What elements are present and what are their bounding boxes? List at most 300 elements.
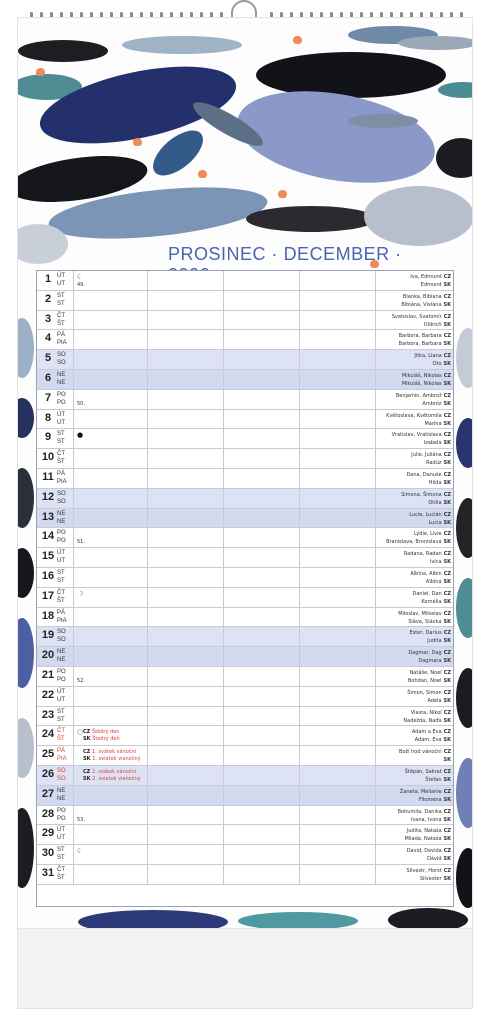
cell-divider — [73, 608, 74, 628]
cell-divider — [299, 647, 300, 667]
day-row[interactable] — [37, 370, 453, 390]
name-days: Dana, Danuše CZ Hilda SK — [406, 472, 451, 486]
cell-divider — [375, 271, 376, 291]
whale-icon — [18, 718, 34, 778]
day-number: 23 — [41, 708, 55, 721]
day-row[interactable] — [37, 429, 453, 449]
cell-divider — [147, 766, 148, 786]
weekday-name: ČT ŠT — [57, 589, 65, 604]
day-row[interactable] — [37, 627, 453, 647]
cell-divider — [299, 865, 300, 885]
cell-divider — [299, 726, 300, 746]
cell-divider — [147, 330, 148, 350]
weekday-name: ČT ŠT — [57, 451, 65, 466]
cell-divider — [299, 528, 300, 548]
cell-divider — [223, 350, 224, 370]
day-row[interactable] — [37, 548, 453, 568]
cell-divider — [299, 390, 300, 410]
narwhal-icon — [246, 206, 376, 232]
cell-divider — [223, 489, 224, 509]
day-number: 25 — [41, 748, 55, 761]
cell-divider — [73, 489, 74, 509]
cell-divider — [375, 429, 376, 449]
cell-divider — [299, 271, 300, 291]
day-number: 22 — [41, 688, 55, 701]
day-row[interactable] — [37, 786, 453, 806]
cell-divider — [223, 687, 224, 707]
name-days: Judita, Nataša CZ Milada, Nataša SK — [404, 828, 451, 843]
weekday-name: PÁ PIA — [57, 332, 67, 347]
day-number: 5 — [44, 352, 52, 365]
day-number: 1 — [44, 273, 52, 285]
cell-divider — [299, 786, 300, 806]
name-days: Radana, Radan CZ Ivica SK — [403, 551, 451, 566]
day-row[interactable] — [37, 291, 453, 311]
cell-divider — [73, 647, 74, 667]
cell-divider — [375, 726, 376, 746]
weekday-name: SO SO — [57, 352, 66, 367]
name-days: Barbora, Barbara CZ Barbora, Barbara SK — [398, 333, 451, 348]
cell-divider — [73, 469, 74, 489]
cell-divider — [223, 865, 224, 885]
cell-divider — [147, 528, 148, 548]
whale-icon — [78, 910, 228, 928]
cell-divider — [375, 667, 376, 687]
cell-divider — [147, 746, 148, 766]
name-days: Ester, Darius CZ Judita SK — [409, 630, 451, 645]
cell-divider — [375, 845, 376, 865]
cell-divider — [147, 449, 148, 469]
holiday-name: SK Štedrý deň — [83, 736, 120, 743]
moon-phase-icon: ○ — [77, 728, 84, 737]
whale-icon — [398, 36, 472, 50]
name-days: Iva, Edmund CZ Edmund SK — [410, 274, 451, 288]
name-days: Mikuláš, Nikolas CZ Mikuláš, Nikolas SK — [401, 373, 451, 387]
cell-divider — [223, 370, 224, 390]
orca-icon — [436, 138, 472, 178]
name-days: Květoslava, Květomila CZ Marína SK — [386, 412, 451, 427]
day-number: 7 — [44, 391, 52, 404]
day-number: 6 — [44, 372, 52, 384]
cell-divider — [299, 667, 300, 687]
cell-divider — [147, 608, 148, 628]
cell-divider — [299, 509, 300, 529]
day-row[interactable] — [37, 647, 453, 667]
name-days: Lýdie, Livie CZ Branislava, Bronislava SK — [386, 531, 451, 546]
cell-divider — [147, 806, 148, 826]
cell-divider — [73, 707, 74, 727]
cell-divider — [73, 766, 74, 786]
day-number: 31 — [41, 867, 55, 879]
cell-divider — [299, 806, 300, 826]
cell-divider — [375, 627, 376, 647]
weekday-name: ST ST — [57, 570, 65, 584]
cell-divider — [73, 726, 74, 746]
weekday-name: ČT ŠT — [57, 728, 65, 743]
weekday-name: ST ST — [57, 708, 65, 723]
name-days: Štěpán, Sakrat CZ Štefan SK — [404, 769, 451, 783]
day-row[interactable] — [37, 528, 453, 548]
cell-divider — [375, 370, 376, 390]
day-number: 30 — [41, 847, 55, 860]
cell-divider — [223, 410, 224, 430]
day-row[interactable] — [37, 707, 453, 727]
cell-divider — [223, 311, 224, 331]
day-number: 3 — [44, 312, 52, 325]
cell-divider — [375, 469, 376, 489]
cell-divider — [299, 568, 300, 588]
cell-divider — [147, 667, 148, 687]
cell-divider — [299, 429, 300, 449]
cell-divider — [299, 845, 300, 865]
cell-divider — [147, 509, 148, 529]
day-number: 11 — [42, 471, 54, 483]
day-row[interactable] — [37, 469, 453, 489]
cell-divider — [223, 568, 224, 588]
title-separator: · — [395, 244, 402, 264]
weekday-name: ÚT UT — [57, 550, 65, 565]
name-days: Miloslav, Miloslav CZ Sláva, Slávka SK — [398, 610, 451, 625]
name-days: Benjamín, Ambrož CZ Ambróz SK — [395, 392, 451, 407]
name-days: Blanka, Bibiana CZ Bibiána, Viviána SK — [401, 293, 451, 308]
week-number: 53. — [77, 816, 85, 823]
cell-divider — [375, 825, 376, 845]
cell-divider — [147, 429, 148, 449]
day-row[interactable] — [37, 489, 453, 509]
weekday-name: ÚT UT — [57, 273, 65, 287]
day-number: 9 — [44, 431, 52, 444]
day-row[interactable] — [37, 746, 453, 766]
weekday-name: PÁ PIA — [57, 748, 67, 763]
day-row[interactable] — [37, 825, 453, 845]
cell-divider — [375, 489, 376, 509]
cell-divider — [73, 429, 74, 449]
cell-divider — [223, 608, 224, 628]
cell-divider — [299, 766, 300, 786]
cell-divider — [147, 410, 148, 430]
day-row[interactable] — [37, 330, 453, 350]
cell-divider — [375, 330, 376, 350]
whale-icon — [456, 758, 472, 828]
cell-divider — [375, 608, 376, 628]
cell-divider — [223, 627, 224, 647]
shell-icon — [36, 68, 45, 76]
month-czech: PROSINEC — [168, 244, 267, 264]
whale-icon — [238, 912, 358, 928]
cell-divider — [375, 311, 376, 331]
cell-divider — [223, 806, 224, 826]
day-number: 20 — [41, 649, 55, 662]
cell-divider — [223, 825, 224, 845]
cell-divider — [223, 429, 224, 449]
cell-divider — [147, 687, 148, 707]
cell-divider — [73, 845, 74, 865]
whale-icon — [438, 82, 472, 98]
weekday-name: ST ST — [57, 847, 65, 862]
whale-icon — [18, 548, 34, 598]
cell-divider — [299, 370, 300, 390]
cell-divider — [147, 786, 148, 806]
cell-divider — [147, 588, 148, 608]
whale-icon — [456, 328, 472, 388]
cell-divider — [147, 568, 148, 588]
cell-divider — [375, 707, 376, 727]
weekday-name: ČT ŠT — [57, 867, 65, 881]
cell-divider — [299, 608, 300, 628]
whale-icon — [18, 224, 68, 264]
day-row[interactable] — [37, 311, 453, 331]
cell-divider — [73, 806, 74, 826]
cell-divider — [147, 291, 148, 311]
cell-divider — [375, 766, 376, 786]
cell-divider — [223, 667, 224, 687]
whale-icon — [122, 36, 242, 54]
day-number: 19 — [41, 629, 55, 642]
name-days: Jitka, Liana CZ Oto SK — [414, 353, 451, 368]
name-days: Julie, Juliána CZ Radúz SK — [411, 452, 451, 467]
name-days: Daniel, Dan CZ Kornélia SK — [412, 590, 451, 605]
cell-divider — [73, 291, 74, 311]
day-number: 16 — [41, 570, 55, 582]
weekday-name: ÚT UT — [57, 827, 65, 842]
day-row[interactable] — [37, 350, 453, 370]
cell-divider — [375, 588, 376, 608]
name-days: Vratislav, Vratislava CZ Izabela SK — [391, 432, 451, 447]
cell-divider — [375, 350, 376, 370]
cell-divider — [223, 548, 224, 568]
cell-divider — [375, 806, 376, 826]
day-row[interactable] — [37, 410, 453, 430]
cell-divider — [147, 707, 148, 727]
cell-divider — [147, 647, 148, 667]
cell-divider — [147, 548, 148, 568]
weekday-name: ST ST — [57, 431, 65, 446]
weekday-name: NE NE — [57, 510, 66, 525]
day-row[interactable] — [37, 845, 453, 865]
week-number: 50. — [77, 400, 85, 407]
day-number: 17 — [41, 589, 55, 602]
cell-divider — [73, 509, 74, 529]
cell-divider — [147, 311, 148, 331]
whale-icon — [18, 468, 34, 528]
cell-divider — [299, 311, 300, 331]
whale-icon — [388, 908, 468, 928]
day-row[interactable] — [37, 271, 453, 291]
cell-divider — [73, 311, 74, 331]
holiday-name: SK 1. sviatok vianočný — [83, 756, 141, 763]
cell-divider — [223, 845, 224, 865]
name-days: Adam a Eva CZ Adam, Eva SK — [411, 729, 451, 744]
name-days: Silvestr, Horst CZ Silvester SK — [406, 868, 451, 882]
cell-divider — [73, 390, 74, 410]
cell-divider — [73, 746, 74, 766]
week-number: 51. — [77, 539, 85, 546]
cell-divider — [223, 509, 224, 529]
weekday-name: PÁ PIA — [57, 609, 67, 624]
cell-divider — [147, 865, 148, 885]
cell-divider — [223, 271, 224, 291]
whale-icon — [256, 52, 446, 98]
name-days: Bohumila, Danika CZ Ivana, Ivona SK — [397, 808, 451, 823]
cell-divider — [299, 489, 300, 509]
cell-divider — [223, 647, 224, 667]
weekday-name: PO PO — [57, 391, 66, 406]
cell-divider — [375, 548, 376, 568]
whale-icon — [456, 848, 472, 908]
cell-divider — [73, 449, 74, 469]
cell-divider — [223, 786, 224, 806]
cell-divider — [223, 469, 224, 489]
cell-divider — [147, 271, 148, 291]
day-number: 4 — [44, 332, 52, 345]
day-number: 27 — [41, 787, 55, 800]
weekday-name: SO SO — [57, 629, 66, 644]
cell-divider — [299, 449, 300, 469]
orca-icon — [18, 40, 108, 62]
moon-phase-icon: ☾ — [77, 273, 84, 281]
cell-divider — [375, 291, 376, 311]
cell-divider — [147, 370, 148, 390]
cell-divider — [299, 350, 300, 370]
day-row[interactable] — [37, 806, 453, 826]
day-number: 10 — [41, 451, 55, 464]
cell-divider — [73, 350, 74, 370]
moon-phase-icon: ☾ — [77, 847, 84, 856]
day-row[interactable] — [37, 865, 453, 885]
day-row[interactable] — [37, 667, 453, 687]
cell-divider — [73, 568, 74, 588]
day-number: 24 — [41, 728, 55, 741]
cell-divider — [375, 647, 376, 667]
day-number: 21 — [41, 669, 55, 681]
cell-divider — [299, 825, 300, 845]
shell-icon — [133, 138, 142, 146]
whale-icon — [456, 498, 472, 558]
day-number: 8 — [44, 411, 52, 424]
name-days: Albína, Albín CZ Albína SK — [410, 571, 451, 585]
week-number: 52. — [77, 678, 85, 684]
cell-divider — [73, 410, 74, 430]
day-row[interactable] — [37, 608, 453, 628]
cell-divider — [73, 786, 74, 806]
name-days: David, Davida CZ Dávid SK — [406, 848, 451, 863]
cell-divider — [299, 687, 300, 707]
cell-divider — [223, 746, 224, 766]
holiday-name: CZ Štědrý den — [83, 729, 120, 736]
whale-icon — [456, 578, 472, 638]
name-days: Žaneta, Mellanie CZ Filomena SK — [399, 788, 451, 803]
shell-icon — [293, 36, 302, 44]
day-row[interactable] — [37, 568, 453, 588]
cell-divider — [73, 548, 74, 568]
weekday-name: PO PO — [57, 807, 66, 822]
month-english: DECEMBER — [283, 244, 390, 264]
weekday-name: ČT ŠT — [57, 312, 65, 327]
name-days: Šimon, Simon CZ Adela SK — [407, 689, 451, 704]
cell-divider — [299, 746, 300, 766]
cell-divider — [223, 330, 224, 350]
holiday-name: CZ 2. svátek vánoční — [83, 769, 137, 775]
weekday-name: NE NE — [57, 649, 66, 664]
day-row[interactable] — [37, 390, 453, 410]
weekday-name: ÚT UT — [57, 688, 65, 703]
cell-divider — [147, 489, 148, 509]
moon-phase-icon: ● — [77, 431, 84, 440]
day-row[interactable] — [37, 687, 453, 707]
cell-divider — [223, 528, 224, 548]
day-row[interactable] — [37, 766, 453, 786]
cell-divider — [223, 291, 224, 311]
cell-divider — [375, 410, 376, 430]
day-row[interactable] — [37, 509, 453, 529]
cell-divider — [73, 370, 74, 390]
holiday-name: SK 2. sviatok vianočný — [83, 776, 141, 782]
day-row[interactable] — [37, 449, 453, 469]
weekday-name: PO PO — [57, 530, 66, 545]
name-days: Natálie, Noel CZ Bohdan, Noel SK — [408, 670, 451, 684]
whale-icon — [456, 418, 472, 468]
week-number: 49. — [77, 282, 85, 288]
cell-divider — [147, 825, 148, 845]
name-days: Lucie, Lucián CZ Lucia SK — [409, 511, 451, 526]
shell-icon — [278, 190, 287, 198]
cell-divider — [73, 271, 74, 291]
moon-phase-icon: ☽ — [77, 589, 84, 598]
cell-divider — [223, 726, 224, 746]
whale-icon — [18, 318, 34, 378]
cell-divider — [223, 449, 224, 469]
weekday-name: SO SO — [57, 768, 66, 782]
day-number: 15 — [41, 550, 55, 563]
whale-icon — [456, 668, 472, 728]
name-days: Boží hod vánoční CZ SK — [399, 749, 451, 764]
cell-divider — [299, 627, 300, 647]
day-row[interactable] — [37, 726, 453, 746]
day-number: 29 — [41, 827, 55, 840]
cell-divider — [299, 707, 300, 727]
cell-divider — [223, 707, 224, 727]
backing-board — [18, 928, 472, 1008]
cell-divider — [73, 687, 74, 707]
cell-divider — [147, 845, 148, 865]
name-days: Svatoslav, Svatomír CZ Oldrich SK — [391, 313, 451, 328]
cell-divider — [147, 350, 148, 370]
cell-divider — [73, 865, 74, 885]
weekday-name: NE NE — [57, 372, 66, 386]
cell-divider — [73, 627, 74, 647]
day-number: 2 — [44, 292, 52, 305]
cell-divider — [375, 786, 376, 806]
cell-divider — [223, 390, 224, 410]
name-days: Vlasta, Nikol CZ Nadežda, Naďa SK — [403, 709, 451, 724]
cell-divider — [223, 766, 224, 786]
shell-icon — [198, 170, 207, 178]
cell-divider — [299, 469, 300, 489]
cell-divider — [73, 528, 74, 548]
cell-divider — [375, 865, 376, 885]
cell-divider — [375, 687, 376, 707]
day-row[interactable] — [37, 588, 453, 608]
weekday-name: ST ST — [57, 292, 65, 307]
day-number: 28 — [41, 807, 55, 820]
cell-divider — [223, 588, 224, 608]
day-number: 18 — [41, 609, 55, 622]
holiday-name: CZ 1. svátek vánoční — [83, 749, 137, 756]
whale-icon — [364, 186, 472, 246]
cell-divider — [73, 667, 74, 687]
cell-divider — [375, 390, 376, 410]
title-separator: · — [271, 244, 279, 264]
